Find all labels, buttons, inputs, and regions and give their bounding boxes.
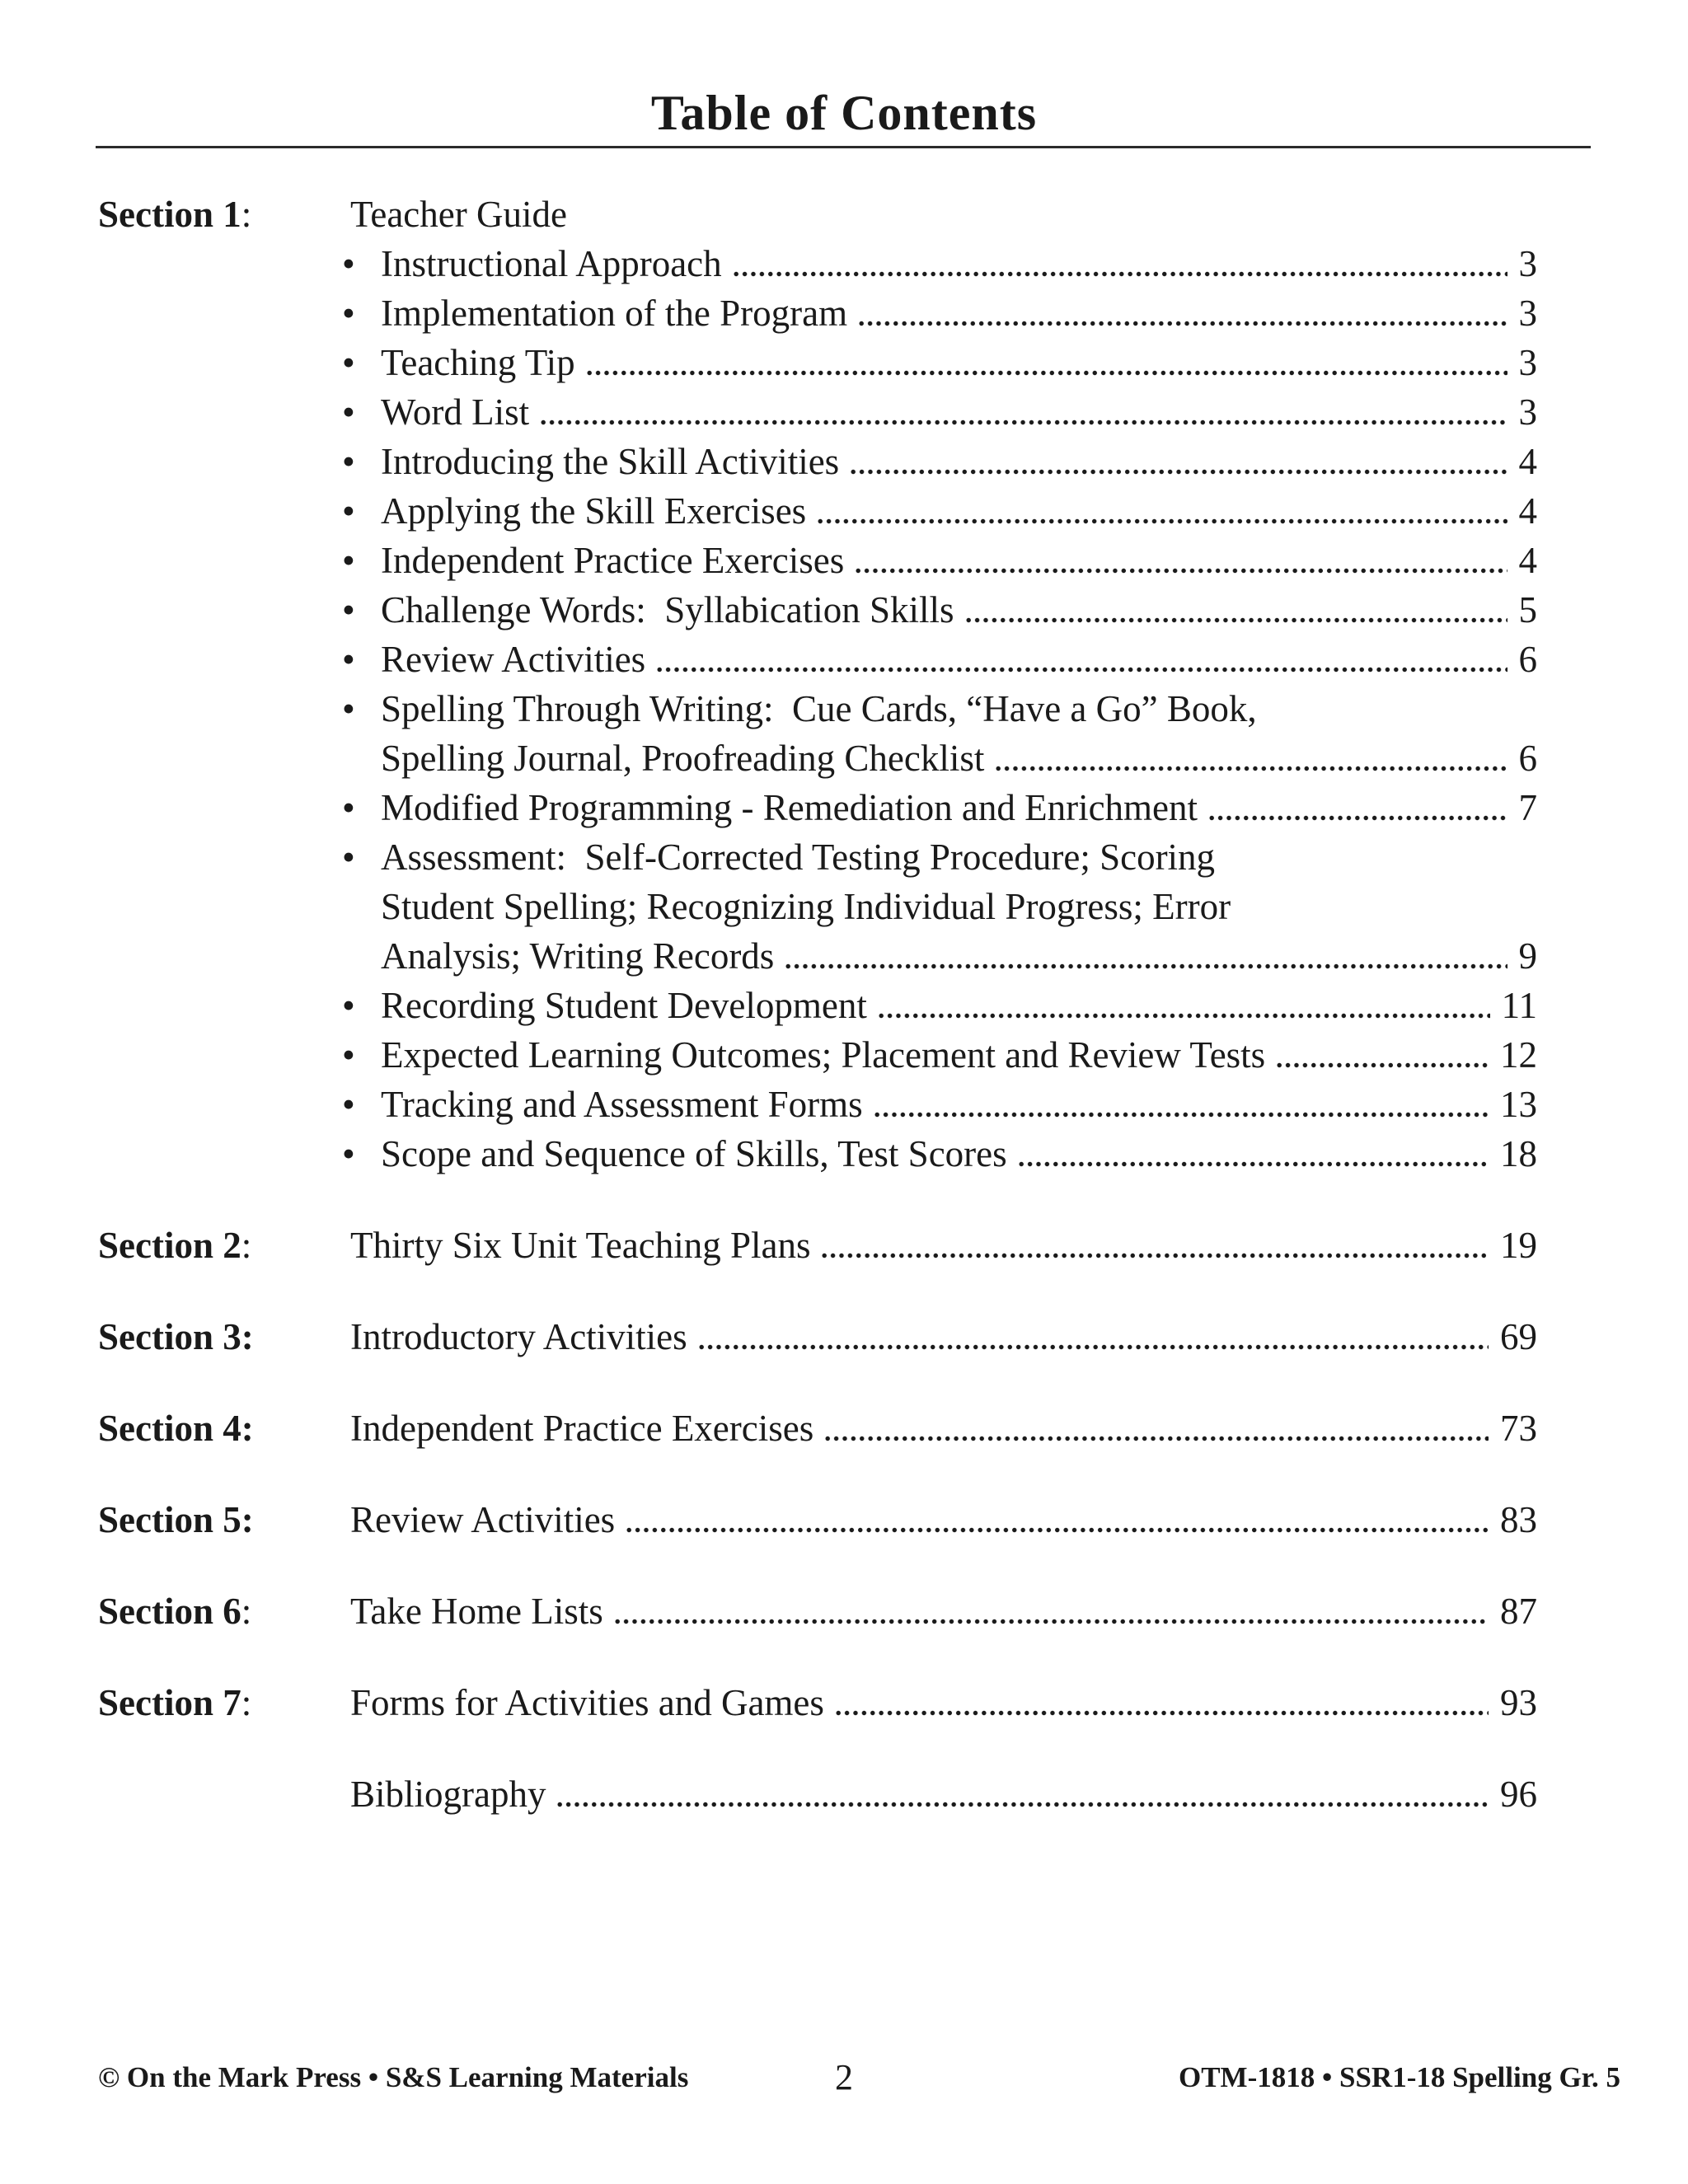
section-label-text: Section 2 bbox=[98, 1225, 241, 1266]
section-row bbox=[98, 1404, 1537, 1453]
item-text: Spelling Through Writing: Cue Cards, “Have a Go” Book, bbox=[381, 688, 1257, 729]
toc-item bbox=[98, 387, 1537, 437]
section-title: Review Activities bbox=[350, 1499, 616, 1540]
page-number: 3 bbox=[1518, 293, 1537, 334]
dot-leader bbox=[625, 1527, 1489, 1533]
page-number: 6 bbox=[1518, 639, 1537, 680]
page-number: 3 bbox=[1518, 391, 1537, 433]
bibliography-row bbox=[98, 1769, 1537, 1819]
section-label-text: Section 7 bbox=[98, 1682, 241, 1723]
dot-leader bbox=[1275, 1062, 1489, 1068]
toc-item bbox=[98, 486, 1537, 536]
page-number: 69 bbox=[1500, 1316, 1537, 1357]
toc-item-continuation bbox=[98, 882, 1537, 931]
page-number: 83 bbox=[1500, 1499, 1537, 1540]
page-number: 96 bbox=[1500, 1774, 1537, 1815]
dot-leader bbox=[585, 370, 1507, 376]
item-text: Student Spelling; Recognizing Individual Progress; Error bbox=[381, 886, 1231, 927]
section-label-text: Section 1 bbox=[98, 194, 241, 235]
toc-item bbox=[98, 585, 1537, 635]
dot-leader bbox=[539, 419, 1507, 425]
page-number: 3 bbox=[1518, 342, 1537, 383]
bullet-icon: • bbox=[342, 490, 355, 532]
table-of-contents bbox=[98, 190, 1537, 1819]
item-text: Challenge Words: Syllabication Skills bbox=[381, 589, 954, 630]
bullet-icon: • bbox=[342, 441, 355, 482]
item-text: Spelling Journal, Proofreading Checklist bbox=[381, 738, 985, 779]
item-text: Modified Programming - Remediation and Enrichment bbox=[381, 787, 1198, 828]
toc-item bbox=[98, 635, 1537, 684]
bullet-icon: • bbox=[342, 985, 355, 1026]
toc-item-continuation bbox=[98, 931, 1537, 981]
toc-item bbox=[98, 338, 1537, 387]
item-text: Independent Practice Exercises bbox=[381, 540, 845, 581]
bullet-icon: • bbox=[342, 1034, 355, 1076]
toc-item bbox=[98, 536, 1537, 585]
section-title: Take Home Lists bbox=[350, 1591, 603, 1632]
bullet-icon: • bbox=[342, 688, 355, 729]
bullet-icon: • bbox=[342, 243, 355, 284]
dot-leader bbox=[854, 568, 1507, 574]
section-row bbox=[98, 1586, 1537, 1636]
toc-item bbox=[98, 288, 1537, 338]
bullet-icon: • bbox=[342, 589, 355, 630]
page-number: 12 bbox=[1500, 1034, 1537, 1076]
dot-leader bbox=[877, 1013, 1490, 1019]
bullet-icon: • bbox=[342, 293, 355, 334]
section-label bbox=[98, 1221, 350, 1270]
section-title: Introductory Activities bbox=[350, 1316, 687, 1357]
item-text: Instructional Approach bbox=[381, 243, 722, 284]
bullet-icon: • bbox=[342, 787, 355, 828]
toc-item bbox=[98, 832, 1537, 882]
page-number: 18 bbox=[1500, 1133, 1537, 1174]
toc-item bbox=[98, 783, 1537, 832]
section-label bbox=[98, 1312, 350, 1361]
dot-leader bbox=[857, 321, 1507, 326]
section-title: Teacher Guide bbox=[350, 194, 567, 235]
section-label-text: Section 6 bbox=[98, 1591, 241, 1632]
page-title: Table of Contents bbox=[650, 86, 1038, 140]
bullet-icon: • bbox=[342, 837, 355, 878]
page-number: 87 bbox=[1500, 1591, 1537, 1632]
section-label bbox=[98, 1586, 350, 1636]
section-label-colon: : bbox=[241, 1408, 254, 1449]
item-text: Introducing the Skill Activities bbox=[381, 441, 840, 482]
bullet-icon: • bbox=[342, 342, 355, 383]
page-number: 3 bbox=[1518, 243, 1537, 284]
item-text: Analysis; Writing Records bbox=[381, 935, 775, 977]
section-label-text: Section 5 bbox=[98, 1499, 241, 1540]
toc-item bbox=[98, 1080, 1537, 1129]
dot-leader bbox=[964, 617, 1507, 623]
footer-page-number: 2 bbox=[835, 2057, 853, 2097]
item-text: Review Activities bbox=[381, 639, 646, 680]
page-number: 4 bbox=[1518, 540, 1537, 581]
toc-item bbox=[98, 239, 1537, 288]
item-text: Expected Learning Outcomes; Placement and Review Tests bbox=[381, 1034, 1266, 1076]
item-text: Teaching Tip bbox=[381, 342, 575, 383]
footer-publisher: © On the Mark Press • S&S Learning Materials bbox=[98, 2061, 689, 2093]
section-row bbox=[98, 1678, 1537, 1727]
bullet-icon: • bbox=[342, 1133, 355, 1174]
dot-leader bbox=[816, 518, 1507, 524]
dot-leader bbox=[1017, 1161, 1489, 1167]
page-number: 4 bbox=[1518, 490, 1537, 532]
item-text: Assessment: Self-Corrected Testing Procedure; Scoring bbox=[381, 837, 1216, 878]
page-number: 93 bbox=[1500, 1682, 1537, 1723]
section-row bbox=[98, 1221, 1537, 1270]
title-rule bbox=[96, 146, 1591, 148]
section-label-colon: : bbox=[241, 1591, 252, 1632]
dot-leader bbox=[1207, 815, 1507, 821]
toc-item bbox=[98, 1030, 1537, 1080]
dot-leader bbox=[556, 1802, 1489, 1807]
dot-leader bbox=[732, 271, 1507, 277]
page-number: 19 bbox=[1500, 1225, 1537, 1266]
dot-leader bbox=[820, 1253, 1489, 1258]
page-number: 4 bbox=[1518, 441, 1537, 482]
page-number: 13 bbox=[1500, 1084, 1537, 1125]
item-text: Recording Student Development bbox=[381, 985, 867, 1026]
section-label-colon: : bbox=[241, 1225, 252, 1266]
dot-leader bbox=[613, 1619, 1489, 1624]
page-number: 5 bbox=[1518, 589, 1537, 630]
page-number: 73 bbox=[1500, 1408, 1537, 1449]
bullet-icon: • bbox=[342, 1084, 355, 1125]
dot-leader bbox=[849, 469, 1507, 475]
toc-item bbox=[98, 437, 1537, 486]
toc-item-continuation bbox=[98, 733, 1537, 783]
section-row bbox=[98, 1312, 1537, 1361]
item-text: Implementation of the Program bbox=[381, 293, 848, 334]
page-number: 9 bbox=[1518, 935, 1537, 977]
section-label bbox=[98, 190, 350, 239]
bullet-icon: • bbox=[342, 639, 355, 680]
page-number: 11 bbox=[1501, 985, 1537, 1026]
section-title: Independent Practice Exercises bbox=[350, 1408, 814, 1449]
item-text: Tracking and Assessment Forms bbox=[381, 1084, 863, 1125]
section-label bbox=[98, 1404, 350, 1453]
section-label-colon: : bbox=[241, 194, 252, 235]
section-label-colon: : bbox=[241, 1316, 254, 1357]
page-number: 6 bbox=[1518, 738, 1537, 779]
section-title: Forms for Activities and Games bbox=[350, 1682, 824, 1723]
page-number: 7 bbox=[1518, 787, 1537, 828]
section-row bbox=[98, 190, 1537, 239]
bullet-icon: • bbox=[342, 540, 355, 581]
page-footer bbox=[0, 2059, 1688, 2100]
section-title: Bibliography bbox=[350, 1774, 546, 1815]
dot-leader bbox=[823, 1436, 1489, 1441]
dot-leader bbox=[873, 1112, 1489, 1118]
dot-leader bbox=[784, 963, 1507, 969]
toc-item bbox=[98, 1129, 1537, 1179]
section-label-text: Section 4 bbox=[98, 1408, 241, 1449]
item-text: Word List bbox=[381, 391, 530, 433]
footer-product-code: OTM-1818 • SSR1-18 Spelling Gr. 5 bbox=[1178, 2061, 1620, 2093]
section-label-colon: : bbox=[241, 1499, 254, 1540]
section-row bbox=[98, 1495, 1537, 1544]
toc-item bbox=[98, 981, 1537, 1030]
section-label bbox=[98, 1495, 350, 1544]
item-text: Applying the Skill Exercises bbox=[381, 490, 807, 532]
section-label-colon: : bbox=[241, 1682, 252, 1723]
dot-leader bbox=[697, 1344, 1489, 1350]
dot-leader bbox=[994, 766, 1507, 771]
section-label bbox=[98, 1678, 350, 1727]
bullet-icon: • bbox=[342, 391, 355, 433]
section-title: Thirty Six Unit Teaching Plans bbox=[350, 1225, 811, 1266]
section-label-text: Section 3 bbox=[98, 1316, 241, 1357]
dot-leader bbox=[655, 667, 1507, 673]
dot-leader bbox=[834, 1710, 1489, 1716]
toc-item bbox=[98, 684, 1537, 733]
item-text: Scope and Sequence of Skills, Test Scores bbox=[381, 1133, 1007, 1174]
